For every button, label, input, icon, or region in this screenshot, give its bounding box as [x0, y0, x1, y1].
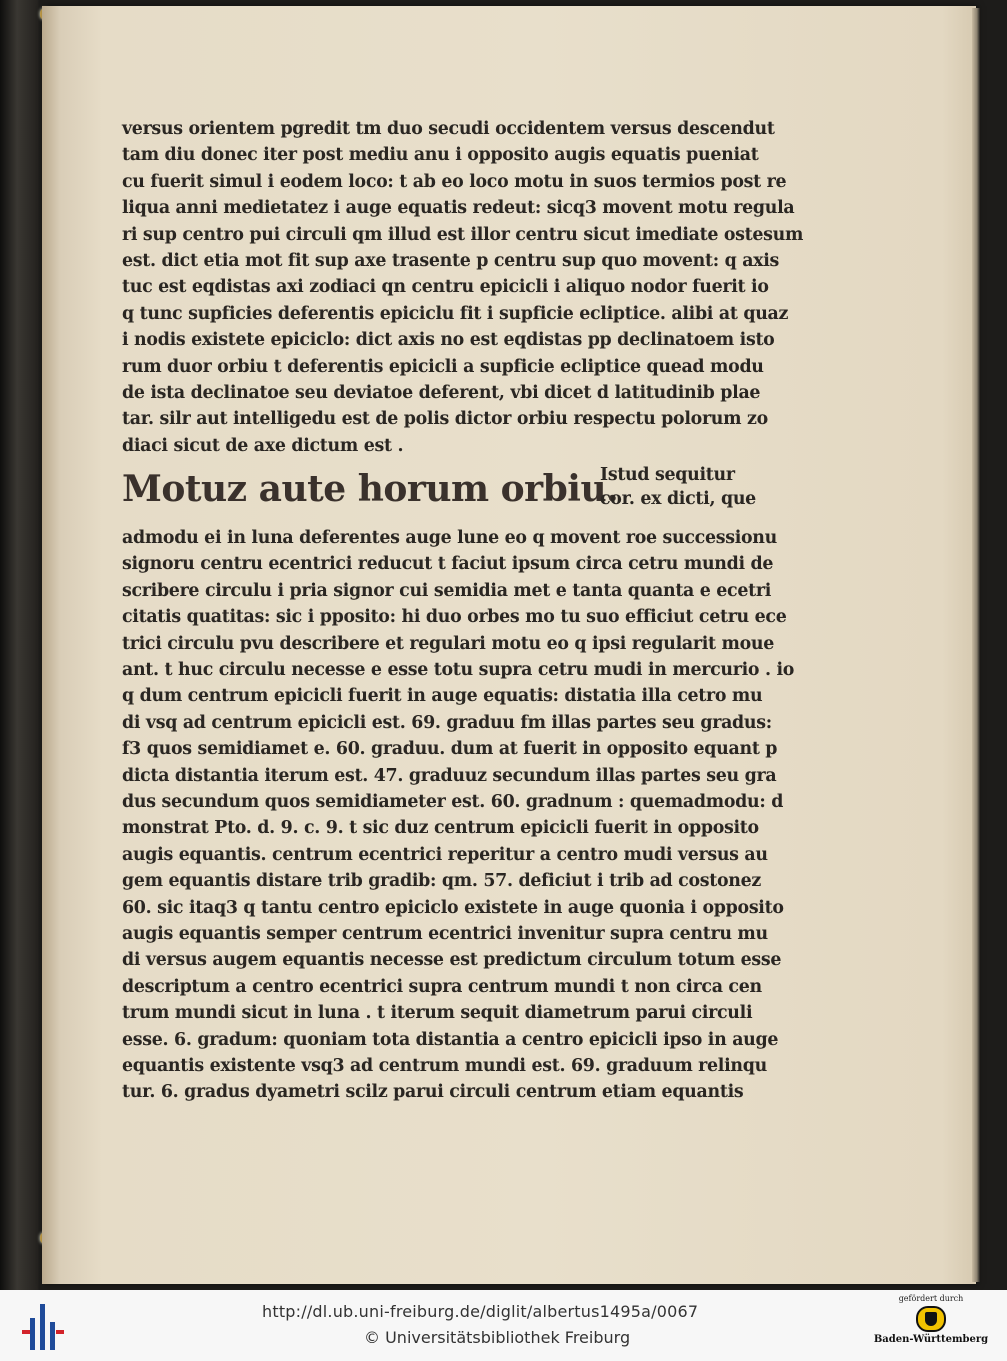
text-line: equantis existente vsq3 ad centrum mundi est. 69. graduum relinqu — [122, 1055, 767, 1076]
text-line: i nodis existete epiciclo: dict axis no est eqdistas pp declinatoem isto — [122, 330, 775, 351]
text-line: di versus augem equantis necesse est predictum circulum totum esse — [122, 950, 782, 971]
library-logo-icon — [22, 1304, 64, 1350]
text-line: rum duor orbiu t deferentis epicicli a supficie ecliptice quead modu — [122, 356, 764, 377]
heading-side-line: Istud sequitur — [600, 465, 735, 486]
text-line: q tunc supficies deferentis epiciclu fit i supficie ecliptice. alibi at quaz — [122, 303, 789, 324]
funder-name: Baden-Württemberg — [873, 1334, 989, 1345]
text-line: trum mundi sicut in luna . t iterum sequit diametrum parui circuli — [122, 1003, 753, 1024]
text-line: trici circulu pvu describere et regulari motu eo q ipsi regularit moue — [122, 633, 775, 654]
text-line: dicta distantia iterum est. 47. graduuz secundum illas partes seu gra — [122, 765, 777, 786]
text-line: de ista declinatoe seu deviatoe deferent, vbi dicet d latitudinib plae — [122, 382, 761, 403]
text-line: descriptum a centro ecentrici supra centrum mundi t non circa cen — [122, 976, 762, 997]
funder-caption: gefördert durch — [898, 1294, 964, 1303]
text-line: augis equantis. centrum ecentrici reperitur a centro mudi versus au — [122, 844, 768, 865]
text-line: diaci sicut de axe dictum est . — [122, 435, 404, 456]
text-line: tuc est eqdistas axi zodiaci qn centru epicicli i aliquo nodor fuerit io — [122, 277, 769, 298]
text-paragraph-top — [122, 116, 804, 459]
text-line: q dum centrum epicicli fuerit in auge equatis: distatia illa cetro mu — [122, 686, 763, 707]
text-line: f3 quos semidiamet e. 60. graduu. dum at fuerit in opposito equant p — [122, 739, 778, 760]
text-line: di vsq ad centrum epicicli est. 69. graduu fm illas partes seu gradus: — [122, 712, 772, 733]
text-line: est. dict etia mot fit sup axe trasente p centru sup quo movent: q axis — [122, 250, 780, 271]
text-line: esse. 6. gradum: quoniam tota distantia a centro epicicli ipso in auge — [122, 1029, 779, 1050]
text-line: tur. 6. gradus dyametri scilz parui circuli centrum etiam equantis — [122, 1082, 744, 1103]
copyright-notice: © Universitätsbibliothek Freiburg — [364, 1328, 631, 1347]
text-line: admodu ei in luna deferentes auge lune eo q movent roe successionu — [122, 528, 777, 549]
text-line: scribere circulu i pria signor cui semidia met e tanta quanta e ecetri — [122, 580, 772, 601]
coat-of-arms-icon — [916, 1306, 946, 1332]
heading-side-line: cor. ex dicti, que — [600, 489, 756, 510]
text-line: 60. sic itaq3 q tantu centro epiciclo existete in auge quonia i opposito — [122, 897, 784, 918]
funder-badge — [872, 1294, 990, 1358]
text-line: liqua anni medietatez i auge equatis redeut: sicq3 movent motu regula — [122, 198, 795, 219]
text-line: monstrat Pto. d. 9. c. 9. t sic duz centrum epicicli fuerit in opposito — [122, 818, 759, 839]
text-line: gem equantis distare trib gradib: qm. 57. deficiut i trib ad costonez — [122, 871, 761, 892]
text-line: cu fuerit simul i eodem loco: t ab eo loco motu in suos termios post re — [122, 171, 787, 192]
section-heading: Motuz aute horum orbiu. — [122, 468, 619, 511]
text-line: tar. silr aut intelligedu est de polis dictor orbiu respectu polorum zo — [122, 409, 768, 430]
text-line: signoru centru ecentrici reducut t faciut ipsum circa cetru mundi de — [122, 554, 774, 575]
text-line: citatis quatitas: sic i pposito: hi duo orbes mo tu suo efficiut cetru ece — [122, 607, 787, 628]
section-heading-row — [122, 463, 756, 525]
book-spine — [0, 0, 38, 1290]
text-line: tam diu donec iter post mediu anu i opposito augis equatis pueniat — [122, 145, 759, 166]
text-line: augis equantis semper centrum ecentrici invenitur supra centru mu — [122, 923, 768, 944]
page-edge — [972, 8, 980, 1282]
permalink-url[interactable]: http://dl.ub.uni-freiburg.de/diglit/albertus1495a/0067 — [262, 1302, 699, 1321]
text-line: ri sup centro pui circuli qm illud est illor centru sicut imediate ostesum — [122, 224, 804, 245]
text-line: dus secundum quos semidiameter est. 60. gradnum : quemadmodu: d — [122, 791, 784, 812]
text-paragraph-bottom — [122, 525, 795, 1106]
viewer-footer — [0, 1290, 1007, 1361]
incunabulum-text — [122, 116, 804, 1106]
text-line: ant. t huc circulu necesse e esse totu supra cetru mudi in mercurio . io — [122, 660, 795, 681]
text-line: versus orientem pgredit tm duo secudi occidentem versus descendut — [122, 119, 775, 139]
heading-side-text — [600, 463, 756, 511]
